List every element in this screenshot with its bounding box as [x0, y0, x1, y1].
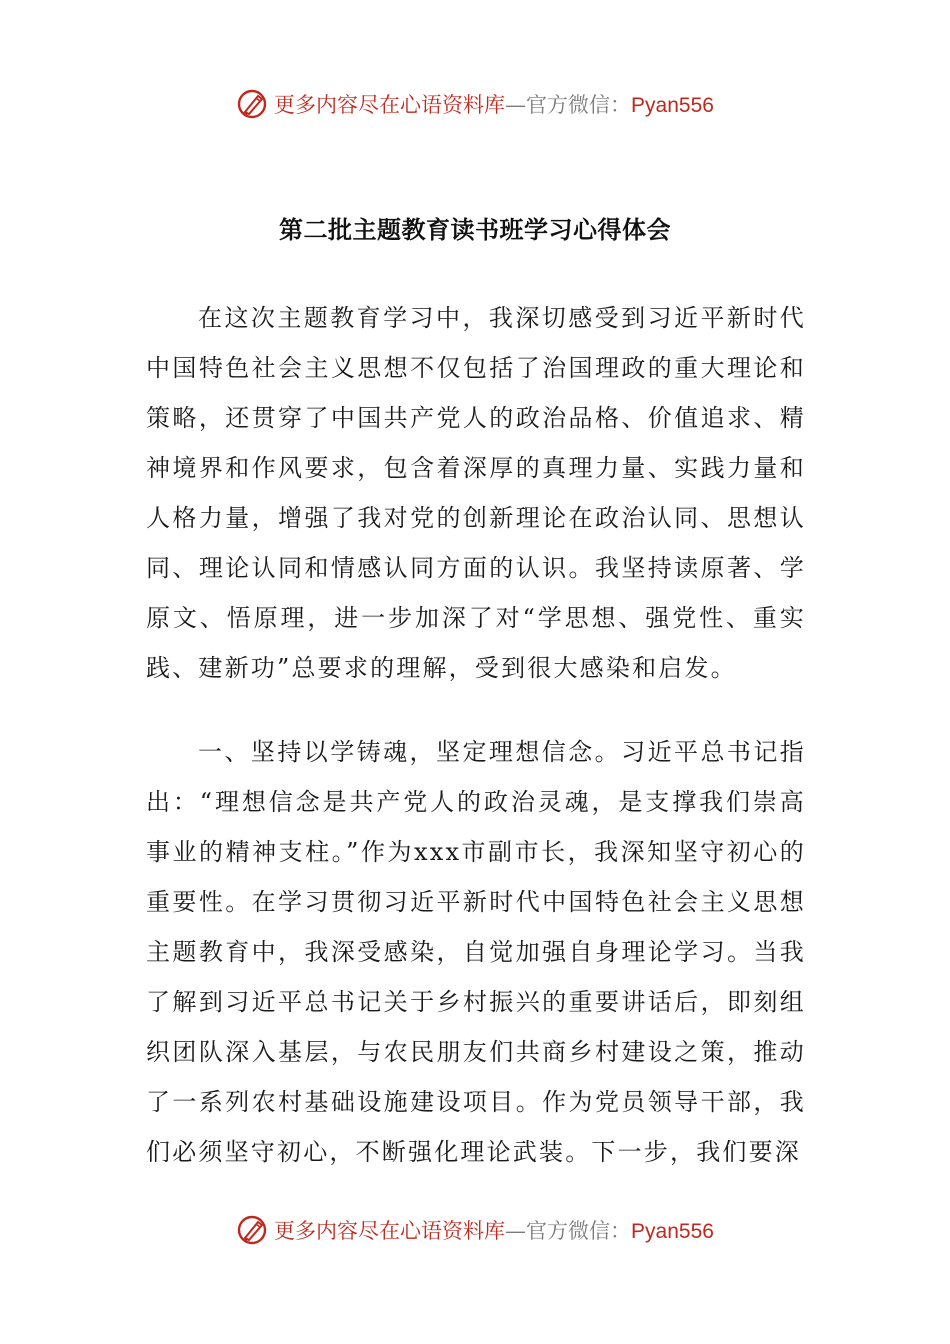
pen-circle-logo-icon [236, 87, 270, 121]
banner-text [274, 1215, 714, 1245]
document-title: 第二批主题教育读书班学习心得体会 [279, 215, 671, 244]
banner-contact-value: Pyan556 [631, 1220, 714, 1243]
banner-contact-label: 官方微信： [526, 1219, 632, 1243]
footer-banner [0, 1208, 950, 1252]
banner-contact-value: Pyan556 [631, 94, 714, 117]
paragraph-section-one: 一、坚持以学铸魂，坚定理想信念。习近平总书记指出：“理想信念是共产党人的政治灵魂，是支撑我们崇高事业的精神支柱。”作为xxx市副市长，我深知坚守初心的重要性。在学习贯彻习近平新时代中国特色社会主义思想主题教育中，我深受感染，自觉加强自身理论学习。当我了解到习近平总书记关于乡村振兴的重要讲话后，即刻组织团队深入基层，与农民朋友们共商乡村建设之策，推动了一系列农村基础设施建设项目。作为党员领导干部，我们必须坚守初心，不断强化理论武装。下一步，我们要深 [146, 738, 806, 1166]
banner-site-text: 更多内容尽在心语资料库 [274, 93, 506, 117]
header-banner [0, 82, 950, 126]
banner-site-text: 更多内容尽在心语资料库 [274, 1219, 506, 1243]
pen-circle-logo-icon [236, 1213, 270, 1247]
paragraph-intro: 在这次主题教育学习中，我深切感受到习近平新时代中国特色社会主义思想不仅包括了治国理政的重大理论和策略，还贯穿了中国共产党人的政治品格、价值追求、精神境界和作风要求，包含着深厚的真理力量、实践力量和人格力量，增强了我对党的创新理论在政治认同、思想认同、理论认同和情感认同方面的认识。我坚持读原著、学原文、悟原理，进一步加深了对“学思想、强党性、重实践、建新功”总要求的理解，受到很大感染和启发。 [146, 304, 806, 682]
banner-dash: — [505, 93, 527, 117]
banner-text [274, 89, 714, 119]
banner-dash: — [505, 1219, 527, 1243]
banner-contact-label: 官方微信： [526, 93, 632, 117]
